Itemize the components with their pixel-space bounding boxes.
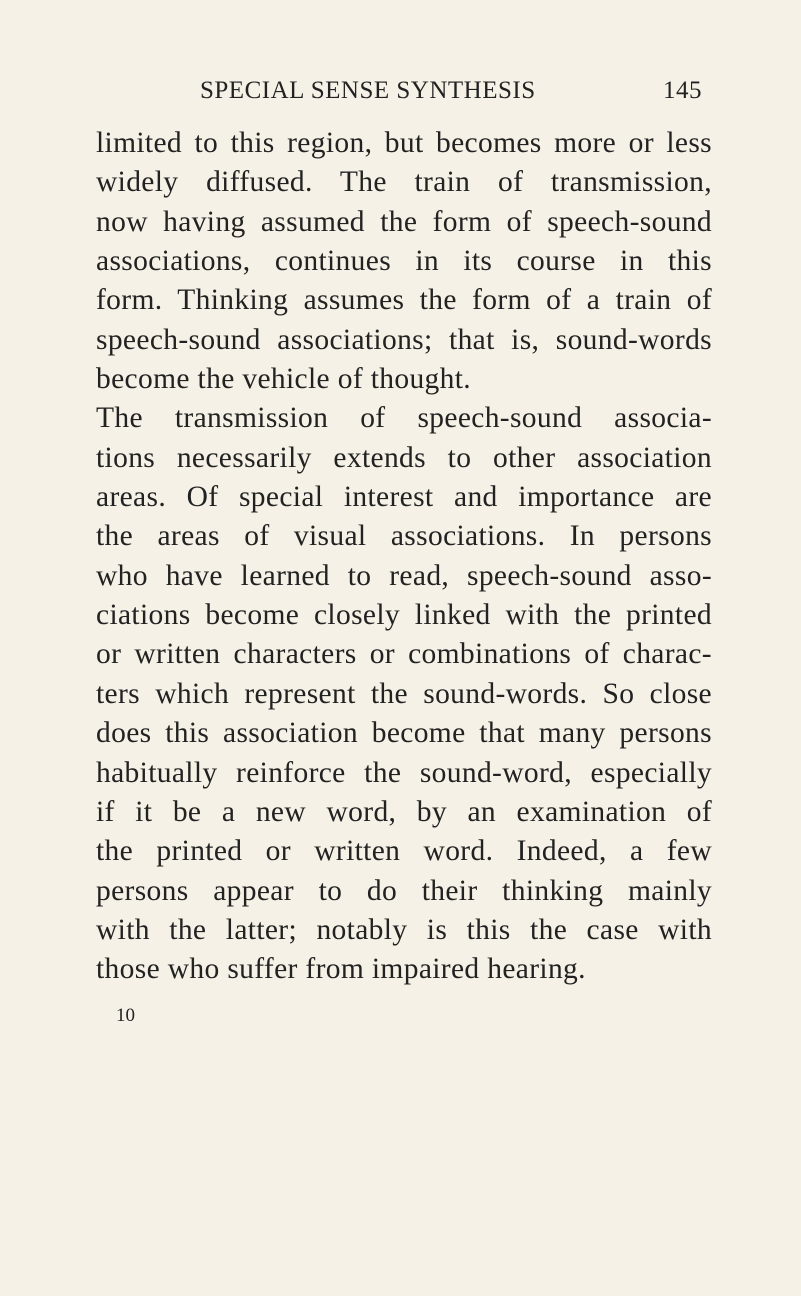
body-text [96, 124, 712, 990]
text-line: now having assumed the form of speech-sound [96, 205, 712, 238]
text-line: or written characters or combinations of charac- [96, 638, 712, 671]
text-line: widely diffused. The train of transmission, [96, 166, 712, 199]
text-line: with the latter; notably is this the case with [96, 913, 712, 946]
text-line: form. Thinking assumes the form of a train of [96, 284, 712, 317]
text-line: become the vehicle of thought. [96, 363, 472, 396]
text-line: who have learned to read, speech-sound asso- [96, 559, 712, 592]
text-line: ciations become closely linked with the printed [96, 599, 712, 632]
text-line: if it be a new word, by an examination of [96, 795, 712, 828]
text-line: limited to this region, but becomes more or less [96, 127, 712, 159]
text-line: persons appear to do their thinking mainly [96, 874, 712, 907]
text-line: the printed or written word. Indeed, a few [96, 835, 712, 868]
text-line: those who suffer from impaired hearing. [96, 953, 586, 986]
text-line: areas. Of special interest and importance are [96, 481, 712, 514]
text-line: speech-sound associations; that is, sound-words [96, 323, 712, 356]
signature-mark: 10 [116, 1005, 135, 1026]
text-line: habitually reinforce the sound-word, especially [96, 756, 712, 789]
text-line: The transmission of speech-sound associa- [96, 402, 712, 435]
text-line: does this association become that many persons [96, 717, 712, 750]
text-line: tions necessarily extends to other association [96, 441, 712, 474]
running-title: SPECIAL SENSE SYNTHESIS [200, 77, 536, 104]
text-line: the areas of visual associations. In persons [96, 520, 712, 553]
text-line: ters which represent the sound-words. So close [96, 677, 712, 710]
page-number: 145 [663, 77, 702, 104]
text-line: associations, continues in its course in this [96, 245, 712, 278]
